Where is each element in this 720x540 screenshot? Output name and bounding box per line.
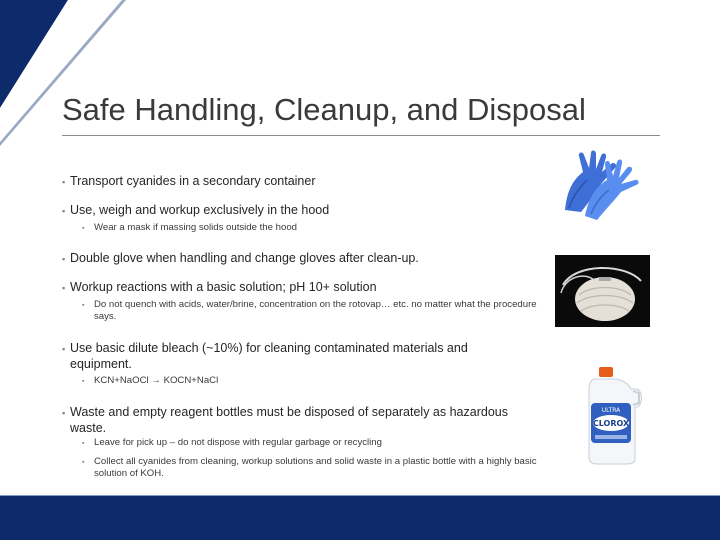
sub-list-item bbox=[82, 437, 382, 449]
bullet-text: Waste and empty reagent bottles must be disposed of separately as hazardous bbox=[70, 405, 508, 419]
bullet-text: Transport cyanides in a secondary container bbox=[70, 174, 316, 188]
list-item bbox=[62, 173, 316, 189]
sub-bullet-text: Leave for pick up – do not dispose with regular garbage or recycling bbox=[94, 437, 382, 448]
bullet-text: Use, weigh and workup exclusively in the hood bbox=[70, 203, 330, 217]
bleach-tag-text: ULTRA bbox=[601, 407, 621, 414]
bullet-text: Double glove when handling and change gloves after clean-up. bbox=[70, 251, 419, 265]
sub-list-item bbox=[82, 375, 219, 387]
bullet-text: Workup reactions with a basic solution; pH 10+ solution bbox=[70, 280, 377, 294]
list-item bbox=[62, 202, 330, 218]
list-item bbox=[62, 279, 377, 295]
bullet-marker: ▪ bbox=[82, 459, 85, 466]
bleach-brand-text: CLOROX bbox=[592, 419, 630, 428]
list-item bbox=[62, 340, 468, 356]
bullet-marker: ▪ bbox=[82, 440, 85, 447]
sub-bullet-text: Collect all cyanides from cleaning, workup solutions and solid waste in a plastic bottle with a highly basic solution of KOH. bbox=[94, 456, 537, 479]
bullet-text-continuation: equipment. bbox=[70, 357, 132, 371]
bullet-marker: ▪ bbox=[62, 408, 66, 418]
gloves-image bbox=[555, 150, 650, 222]
sub-bullet-text: KCN+NaOCl → KOCN+NaCl bbox=[94, 375, 219, 386]
list-item bbox=[62, 250, 419, 266]
bullet-marker: ▪ bbox=[62, 344, 66, 354]
sub-bullet-text: Do not quench with acids, water/brine, concentration on the rotovap… etc. no matter what the procedure says. bbox=[94, 299, 537, 322]
mask-image bbox=[555, 255, 650, 327]
bleach-bottle-image bbox=[585, 365, 645, 465]
bullet-marker: ▪ bbox=[82, 378, 85, 385]
bullet-text: Use basic dilute bleach (~10%) for cleaning contaminated materials and bbox=[70, 341, 468, 355]
slide-title: Safe Handling, Cleanup, and Disposal bbox=[62, 92, 586, 127]
bullet-marker: ▪ bbox=[62, 254, 66, 264]
bullet-marker: ▪ bbox=[62, 206, 66, 216]
sub-list-item bbox=[82, 222, 297, 234]
footer-bar bbox=[0, 496, 720, 540]
sub-list-item bbox=[82, 299, 546, 323]
sub-list-item bbox=[82, 456, 542, 480]
bullet-marker: ▪ bbox=[82, 302, 85, 309]
bullet-text-continuation: waste. bbox=[70, 421, 107, 435]
bullet-marker: ▪ bbox=[62, 283, 66, 293]
list-item bbox=[62, 404, 508, 420]
bullet-marker: ▪ bbox=[82, 225, 85, 232]
sub-bullet-text: Wear a mask if massing solids outside the hood bbox=[94, 222, 297, 233]
bullet-marker: ▪ bbox=[62, 177, 66, 187]
